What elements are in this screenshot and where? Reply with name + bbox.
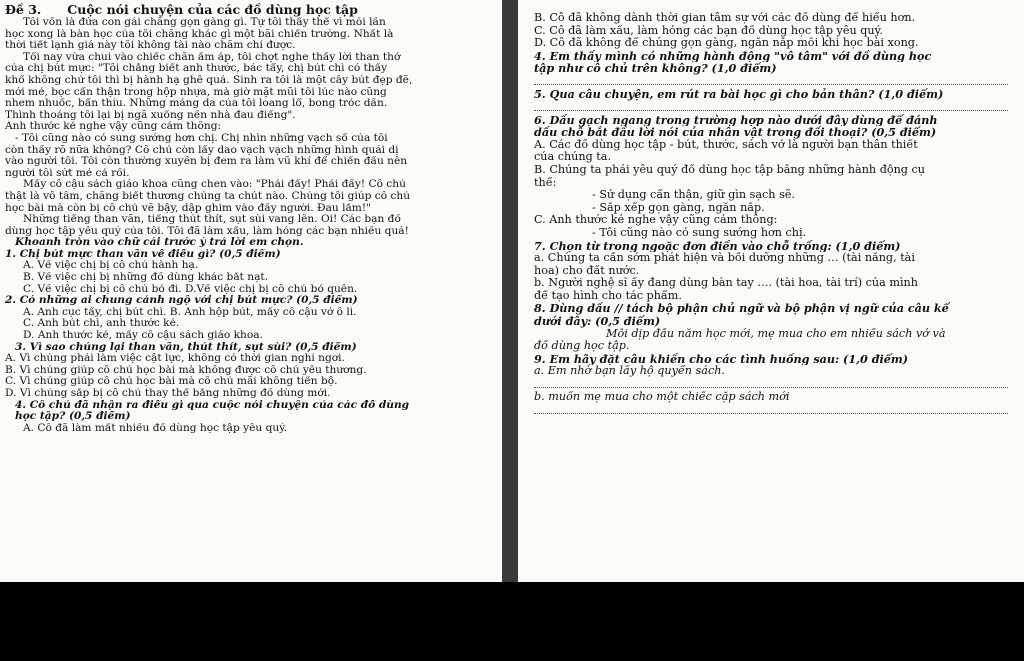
text-line: Anh thước kẻ nghe vậy cũng cảm thông:: [5, 121, 222, 133]
text-line: A. Các đồ dùng học tập - bút, thước, sách vở là người bạn thân thiết: [534, 138, 918, 151]
text-line: 8. Dùng dấu // tách bộ phận chủ ngữ và bộ phận vị ngữ của câu kể: [534, 302, 949, 316]
text-line: Tối nay vừa chui vào chiếc chăn ấm áp, tôi chợt nghe thấy lời than thở: [23, 51, 401, 63]
text-line: C. Anh bút chì, anh thước kẻ.: [23, 318, 180, 330]
text-line: của chúng ta.: [534, 151, 612, 164]
text-line: thật là vô tâm, chăng biết thương chúng ta chút nào. Chúng tôi giúp cô chủ: [5, 190, 411, 202]
text-line: Khoanh tròn vào chữ cái trước ý trả lời em chọn.: [15, 237, 304, 249]
text-line: D. Anh thước kẻ, mấy cô cậu sách giáo khoa.: [23, 330, 263, 342]
text-line: A. Anh cục tẩy, chị bút chì. B. Anh hộp bút, mấy cô cậu vở ô li.: [23, 306, 357, 318]
exam-title: [5, 3, 496, 17]
text-line: C. Cô đã làm xấu, làm hỏng các bạn đồ dùng học tập yêu quý.: [534, 24, 883, 37]
text-line: C. Anh thước kẻ nghe vậy cũng cảm thông:: [534, 214, 778, 227]
text-line: 4. Cô chủ đã nhận ra điều gì qua cuộc nói chuyện của các đồ dùng: [15, 399, 410, 411]
text-line: mới mẻ, bọc cẩn thận trong hộp nhựa, mà giờ mặt mũi tôi lúc nào cũng: [5, 86, 387, 98]
text-line: b. Người nghệ sĩ ấy đang dùng bàn tay …. (tài hoa, tài trí) của mình: [534, 277, 918, 290]
right-text-body: [534, 12, 1016, 414]
text-line: học tập? (0,5 điểm): [15, 411, 131, 423]
page-gap: [502, 0, 518, 582]
text-line: 4. Em thấy mình có những hành động "vô tâm" với đồ dùng học: [534, 49, 932, 63]
text-line: B. Chúng ta phải yêu quý đồ dùng học tập bằng những hành động cụ: [534, 163, 925, 176]
text-line: - Sử dụng cẩn thận, giữ gìn sạch sẽ.: [592, 189, 795, 202]
text-line: D. Cô đã không để chúng gọn gàng, ngăn nắp mỗi khi học bài xong.: [534, 37, 919, 50]
text-line: - Sắp xếp gọn gàng, ngăn nắp.: [592, 201, 765, 214]
text-line: dấu chỗ bắt đầu lời nói của nhân vật trong đối thoại? (0,5 điểm): [534, 126, 937, 139]
text-line: 5. Qua câu chuyện, em rút ra bài học gì cho bản thân? (1,0 điểm): [534, 87, 944, 101]
text-line: b. muốn mẹ mua cho một chiếc cặp sách mới: [534, 391, 790, 404]
right-page: [518, 0, 1024, 582]
text-line: 3. Vì sao chúng lại than vãn, thút thít, sụt sùi? (0,5 điểm): [15, 341, 357, 353]
text-line: B. Về việc chị bị những đồ dùng khác bắt nạt.: [23, 272, 269, 284]
text-line: - Tôi cũng nào có sung sướng hơn chị. Chị nhìn những vạch số của tôi: [15, 132, 388, 144]
text-line: C. Về việc chị bị cô chủ bỏ đi. D.Về việc chị bị cô chủ bỏ quên.: [23, 283, 358, 295]
answer-dotted-line: [534, 101, 1008, 111]
text-line: B. Vì chúng giúp cô chủ học bài mà không được cô chủ yêu thương.: [5, 364, 367, 376]
text-line: A. Về việc chị bị cô chủ hành hạ.: [23, 260, 199, 272]
text-line: Mỗi dịp đầu năm học mới, mẹ mua cho em nhiều sách vở và: [606, 327, 946, 340]
text-line: còn thấy rõ nữa không? Cô chủ còn lấy dao vạch vạch những hình quái dị: [5, 144, 399, 156]
text-line: tập như cô chủ trên không? (1,0 điểm): [534, 62, 777, 75]
exam-number: Đề 3.: [5, 2, 42, 17]
text-line: a. Chúng ta cần sớm phát hiện và bồi dưỡng những … (tài năng, tài: [534, 252, 915, 265]
text-line: 9. Em hãy đặt câu khiến cho các tình huống sau: (1,0 điểm): [534, 352, 909, 366]
text-line: học xong là bàn học của tôi chăng khác gì một bãi chiến trường. Nhất là: [5, 28, 394, 40]
text-line: B. Cô đã không dành thời gian tâm sự với các đồ dùng để hiểu hơn.: [534, 12, 916, 24]
text-line: để tạo hình cho tác phẩm.: [534, 289, 682, 302]
story-title: Cuộc nói chuyện của các đồ dùng học tập: [67, 2, 358, 17]
text-line: - Tôi cũng nào có sung sướng hơn chị.: [592, 226, 807, 239]
text-line: Thình thoảng tôi lại bị ngã xuống nền nhà đau điếng".: [5, 109, 296, 121]
text-line: 2. Có những ai chung cảnh ngộ với chị bút mực? (0,5 điểm): [5, 295, 358, 307]
answer-dotted-line: [534, 75, 1008, 85]
text-line: Tôi vốn là đứa con gái chăng gọn gàng gì. Tự tôi thấy thế vì mỗi lần: [23, 17, 386, 28]
text-line: đồ dùng học tập.: [534, 340, 630, 353]
left-text-body: [5, 17, 496, 434]
text-line: thời tiết lạnh giá này tôi không tài nào chăm chỉ được.: [5, 40, 296, 52]
text-line: 7. Chọn từ trong ngoặc đơn điền vào chỗ trống: (1,0 điểm): [534, 239, 901, 253]
text-line: khổ không chứ tôi thì bị hành hạ ghê quá. Sinh ra tôi là một cây bút đẹp đẽ,: [5, 74, 413, 86]
text-line: a. Em nhờ bạn lấy hộ quyển sách.: [534, 365, 725, 378]
left-page: [0, 0, 502, 582]
text-line: 6. Dấu gạch ngang trong trường hợp nào dưới đây dùng để đánh: [534, 113, 938, 127]
text-line: thể:: [534, 176, 557, 189]
text-line: nhem nhuốc, bẩn thỉu. Những mảng da của tôi loang lổ, bong tróc dần.: [5, 98, 388, 110]
text-line: Mấy cô cậu sách giáo khoa cũng chen vào: "Phải đấy! Phải đấy! Cô chủ: [23, 179, 406, 191]
text-line: A. Cô đã làm mất nhiều đồ dùng học tập yêu quý.: [23, 422, 288, 434]
text-line: dùng học tập yêu quý của tôi. Tôi đã làm xấu, làm hỏng các bạn nhiều quá!: [5, 225, 409, 237]
answer-dotted-line: [534, 404, 1008, 414]
text-line: người tôi sứt mẻ cả rồi.: [5, 167, 130, 179]
text-line: C. Vì chúng giúp cô chủ học bài mà cô chủ mãi không tiến bộ.: [5, 376, 338, 388]
answer-dotted-line: [534, 378, 1008, 388]
text-line: 1. Chị bút mực than vãn về điều gì? (0,5 điểm): [5, 248, 281, 260]
text-line: A. Vì chúng phải làm việc cật lực, không có thời gian nghỉ ngơi.: [5, 353, 345, 365]
text-line: vào người tôi. Tôi còn thường xuyên bị đem ra làm vũ khí để chiến đấu nên: [5, 156, 408, 168]
text-line: học bài mà còn bị cô chủ vẽ bậy, dập ghim vào đầy người. Đau lắm!": [5, 202, 371, 214]
text-line: Những tiếng than vãn, tiếng thút thít, sụt sùi vang lên. Ôi! Các bạn đồ: [23, 214, 401, 226]
text-line: của chị bút mực: "Tôi chẳng biết anh thước, bác tẩy, chị bút chì có thấy: [5, 63, 388, 75]
text-line: dưới đây: (0,5 điểm): [534, 315, 661, 328]
text-line: D. Vì chúng sắp bị cô chủ thay thế bằng những đồ dùng mới.: [5, 388, 331, 399]
text-line: hoa) cho đất nước.: [534, 264, 640, 277]
